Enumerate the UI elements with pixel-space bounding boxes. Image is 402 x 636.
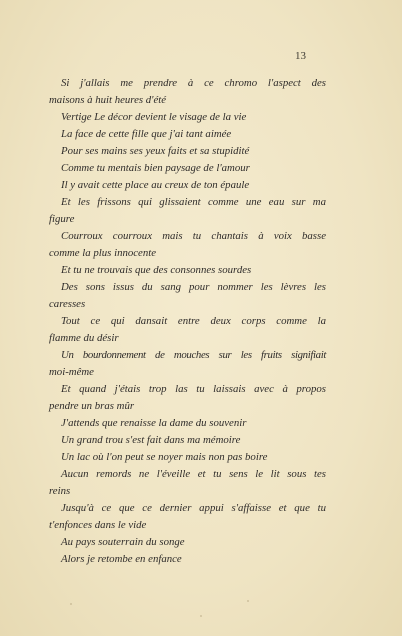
poem-line: Un lac où l'on peut se noyer mais non pas boire <box>61 451 268 463</box>
poem-line: flamme du désir <box>49 332 119 344</box>
paper-speck <box>200 615 202 617</box>
poem-line: Et les frissons qui glissaient comme une eau sur ma <box>61 196 326 208</box>
poem-line: pendre un bras mûr <box>49 400 135 412</box>
poem-line: Au pays souterrain du songe <box>61 536 185 548</box>
paper-speck <box>247 600 249 602</box>
poem-line: Et quand j'étais trop las tu laissais avec à propos <box>61 383 326 395</box>
poem-line: Jusqu'à ce que ce dernier appui s'affaisse et que tu <box>61 502 326 514</box>
poem-line: Si j'allais me prendre à ce chromo l'aspect des <box>61 77 326 89</box>
poem-line: Vertige Le décor devient le visage de la vie <box>61 111 247 123</box>
poem-line: Comme tu mentais bien paysage de l'amour <box>61 162 250 174</box>
poem-line: Un bourdonnement de mouches sur les fruits signifiait <box>61 349 326 361</box>
poem-line: Et tu ne trouvais que des consonnes sourdes <box>61 264 252 276</box>
poem-line: moi-même <box>49 366 94 378</box>
poem-line: Pour ses mains ses yeux faits et sa stupidité <box>61 145 250 157</box>
poem-line: Il y avait cette place au creux de ton épaule <box>61 179 250 191</box>
poem-line: maisons à huit heures d'été <box>49 94 167 106</box>
poem-line: Courroux courroux mais tu chantais à voix basse <box>61 230 326 242</box>
poem-line: La face de cette fille que j'ai tant aimée <box>61 128 232 140</box>
paper-speck <box>70 603 72 605</box>
poem-line: Un grand trou s'est fait dans ma mémoire <box>61 434 241 446</box>
poem-line: Aucun remords ne l'éveille et tu sens le lit sous tes <box>61 468 326 480</box>
poem-line: J'attends que renaisse la dame du souvenir <box>61 417 247 429</box>
page-number: 13 <box>295 50 306 62</box>
poem-line: Alors je retombe en enfance <box>61 553 182 565</box>
poem <box>0 75 402 568</box>
poem-line: Tout ce qui dansait entre deux corps comme la <box>61 315 326 327</box>
poem-line: Des sons issus du sang pour nommer les lèvres les <box>61 281 326 293</box>
poem-line: t'enfonces dans le vide <box>49 519 147 531</box>
poem-line: comme la plus innocente <box>49 247 157 259</box>
poem-line: reins <box>49 485 71 497</box>
poem-line: figure <box>49 213 75 225</box>
poem-line: caresses <box>49 298 86 310</box>
